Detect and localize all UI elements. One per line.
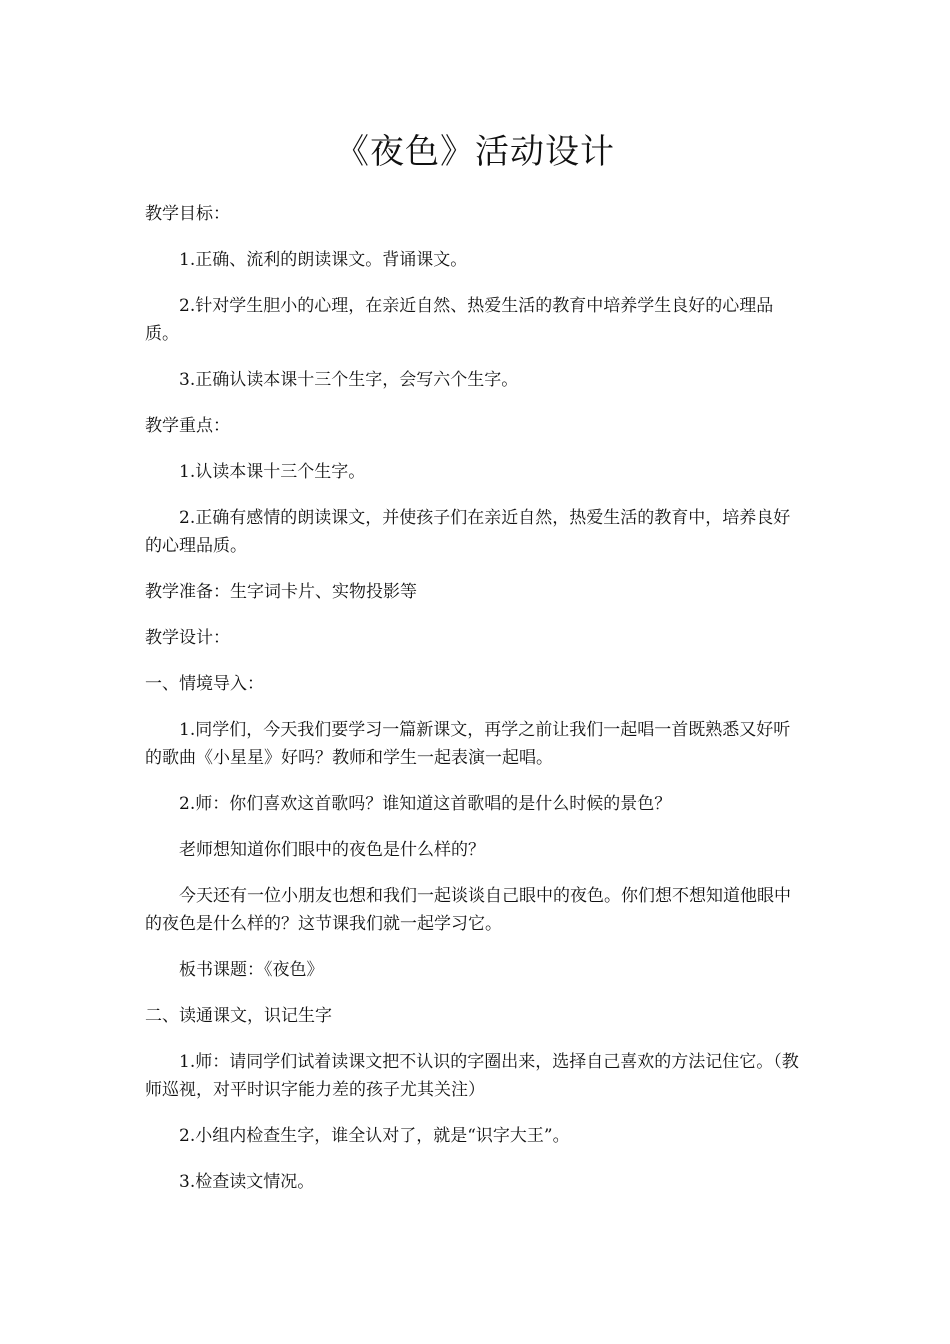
paragraph: 1.同学们，今天我们要学习一篇新课文，再学之前让我们一起唱一首既熟悉又好听的歌曲《小星星》好吗？教师和学生一起表演一起唱。: [145, 720, 791, 768]
paragraph: 教学设计：: [145, 628, 230, 648]
paragraph: 一、情境导入：: [145, 674, 264, 694]
paragraph: 1.师：请同学们试着读课文把不认识的字圈出来，选择自己喜欢的方法记住它。（教师巡视，对平时识字能力差的孩子尤其关注）: [145, 1052, 799, 1100]
paragraph: 2.师：你们喜欢这首歌吗？谁知道这首歌唱的是什么时候的景色？: [179, 794, 672, 814]
paragraph-list: [145, 200, 805, 1196]
paragraph: 教学重点：: [145, 416, 230, 436]
paragraph: 3.正确认读本课十三个生字，会写六个生字。: [179, 370, 519, 390]
paragraph: 板书课题：《夜色》: [179, 960, 324, 980]
paragraph: 2.正确有感情的朗读课文，并使孩子们在亲近自然，热爱生活的教育中，培养良好的心理品质。: [145, 508, 791, 556]
paragraph: 教学目标：: [145, 204, 230, 224]
paragraph: 3.检查读文情况。: [179, 1172, 315, 1192]
paragraph: 老师想知道你们眼中的夜色是什么样的？: [179, 840, 485, 860]
paragraph: 教学准备：生字词卡片、实物投影等: [145, 582, 417, 602]
paragraph: 1.正确、流利的朗读课文。背诵课文。: [179, 250, 468, 270]
paragraph: 2.针对学生胆小的心理，在亲近自然、热爱生活的教育中培养学生良好的心理品质。: [145, 296, 774, 344]
paragraph: 二、读通课文，识记生字: [145, 1006, 332, 1026]
document-body: [145, 126, 805, 1214]
document-title: 《夜色》活动设计: [335, 132, 615, 172]
paragraph: 今天还有一位小朋友也想和我们一起谈谈自己眼中的夜色。你们想不想知道他眼中的夜色是什么样的？这节课我们就一起学习它。: [145, 886, 791, 934]
paragraph: 1.认读本课十三个生字。: [179, 462, 366, 482]
paragraph: 2.小组内检查生字，谁全认对了，就是“识字大王”。: [179, 1126, 570, 1146]
